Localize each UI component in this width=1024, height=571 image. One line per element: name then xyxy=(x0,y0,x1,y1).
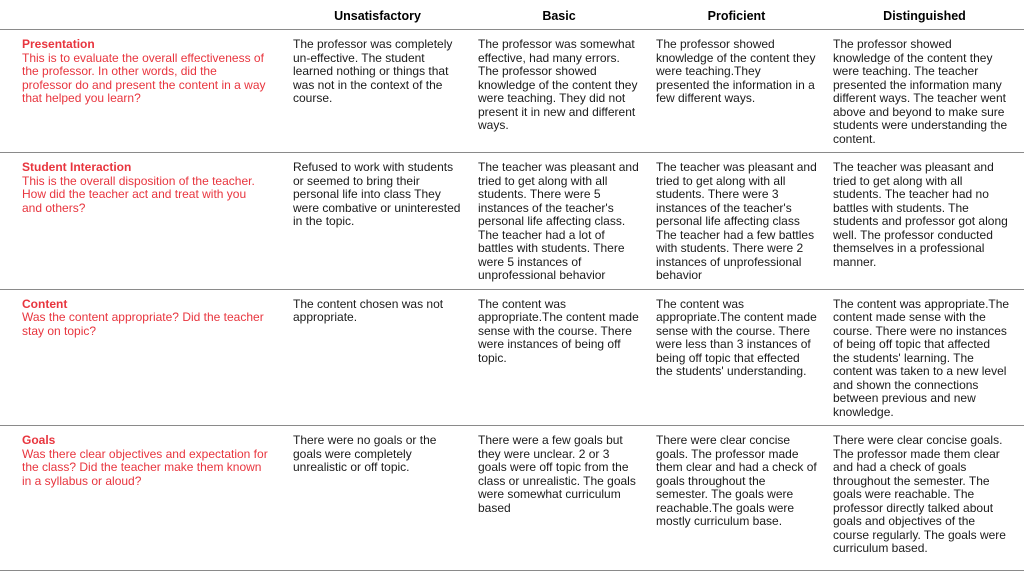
cell-student-interaction-proficient: The teacher was pleasant and tried to get along with all students. There were 3 instances of the teacher's personal life affecting class The teacher had a few battles with students. There were 2 instances of unprofessional behavior xyxy=(656,160,817,282)
criterion-goals xyxy=(0,426,285,570)
cell-content-distinguished: The content was appropriate.The content made sense with the course. There were no instances of being off topic that affected the students' learning. The content was taken to a new level and shown the connections between previous and new knowledge. xyxy=(833,296,1010,419)
header-proficient: Proficient xyxy=(707,8,766,23)
cell-goals-distinguished: There were clear concise goals. The professor made them clear and had a check of goals throughout the semester. The goals were reachable. The professor directly talked about goals and objectives of the course regularly. The goals were curriculum based. xyxy=(833,433,1006,555)
criterion-description: This is the overall disposition of the teacher. How did the teacher act and treat with you and others? xyxy=(22,173,255,215)
header-criteria-empty xyxy=(0,0,285,29)
criterion-presentation xyxy=(0,30,285,152)
table-row-goals xyxy=(0,426,1024,571)
criterion-description: Was the content appropriate? Did the teacher stay on topic? xyxy=(22,310,264,338)
criterion-title: Presentation xyxy=(22,37,95,51)
cell-content-unsatisfactory: The content chosen was not appropriate. xyxy=(293,296,444,324)
cell-content-proficient: The content was appropriate.The content made sense with the course. There were less than 3 instances of being off topic that effected the students' understanding. xyxy=(656,296,817,378)
cell-goals-proficient: There were clear concise goals. The professor made them clear and had a check of goals throughout the semester. The goals were reachable.The goals were mostly curriculum base. xyxy=(656,433,817,528)
table-row-student-interaction xyxy=(0,153,1024,290)
criterion-title: Goals xyxy=(22,433,56,447)
header-distinguished: Distinguished xyxy=(883,8,966,23)
cell-student-interaction-basic: The teacher was pleasant and tried to get along with all students. There were 5 instances of the teacher's personal life affecting class. The teacher had a lot of battles with students. There were 5 instances of unprofessional behavior xyxy=(478,160,639,282)
header-row xyxy=(0,0,1024,30)
cell-student-interaction-unsatisfactory: Refused to work with students or seemed to bring their personal life into class They were combative or uninterested in the topic. xyxy=(293,160,461,228)
criterion-student-interaction xyxy=(0,153,285,289)
cell-presentation-unsatisfactory: The professor was completely un-effective. The student learned nothing or things that was not in the context of the course. xyxy=(293,37,453,105)
cell-presentation-distinguished: The professor showed knowledge of the content they were teaching. The teacher presented the information many different ways. The teacher went above and beyond to make sure students were understanding the content. xyxy=(833,37,1008,146)
criterion-title: Content xyxy=(22,296,68,311)
cell-student-interaction-distinguished: The teacher was pleasant and tried to get along with all students. The teacher had no battles with students. The students and professor got along well. The professor conducted themselves in a professional manner. xyxy=(833,160,1008,269)
cell-goals-unsatisfactory: There were no goals or the goals were completely unrealistic or off topic. xyxy=(293,433,437,474)
criterion-description: Was there clear objectives and expectation for the class? Did the teacher make them known in a syllabus or aloud? xyxy=(22,446,268,488)
criterion-title: Student Interaction xyxy=(22,160,132,174)
cell-presentation-basic: The professor was somewhat effective, had many errors. The professor showed knowledge of the content they were teaching. They did not present it in new and different ways. xyxy=(478,37,638,132)
table-row-presentation xyxy=(0,30,1024,153)
criterion-description: This is to evaluate the overall effectiveness of the professor. In other words, did the professor do and present the content in a way that helped you learn? xyxy=(22,50,266,105)
table-row-content xyxy=(0,290,1024,427)
cell-content-basic: The content was appropriate.The content made sense with the course. There were instances of being off topic. xyxy=(478,296,639,365)
criterion-content xyxy=(0,290,285,426)
cell-presentation-proficient: The professor showed knowledge of the content they were teaching.They presented the information in a few different ways. xyxy=(656,37,816,105)
cell-goals-basic: There were a few goals but they were unclear. 2 or 3 goals were off topic from the class or unrealistic. The goals were somewhat curriculum based xyxy=(478,433,636,515)
header-unsatisfactory: Unsatisfactory xyxy=(334,8,421,23)
header-basic: Basic xyxy=(542,8,576,23)
